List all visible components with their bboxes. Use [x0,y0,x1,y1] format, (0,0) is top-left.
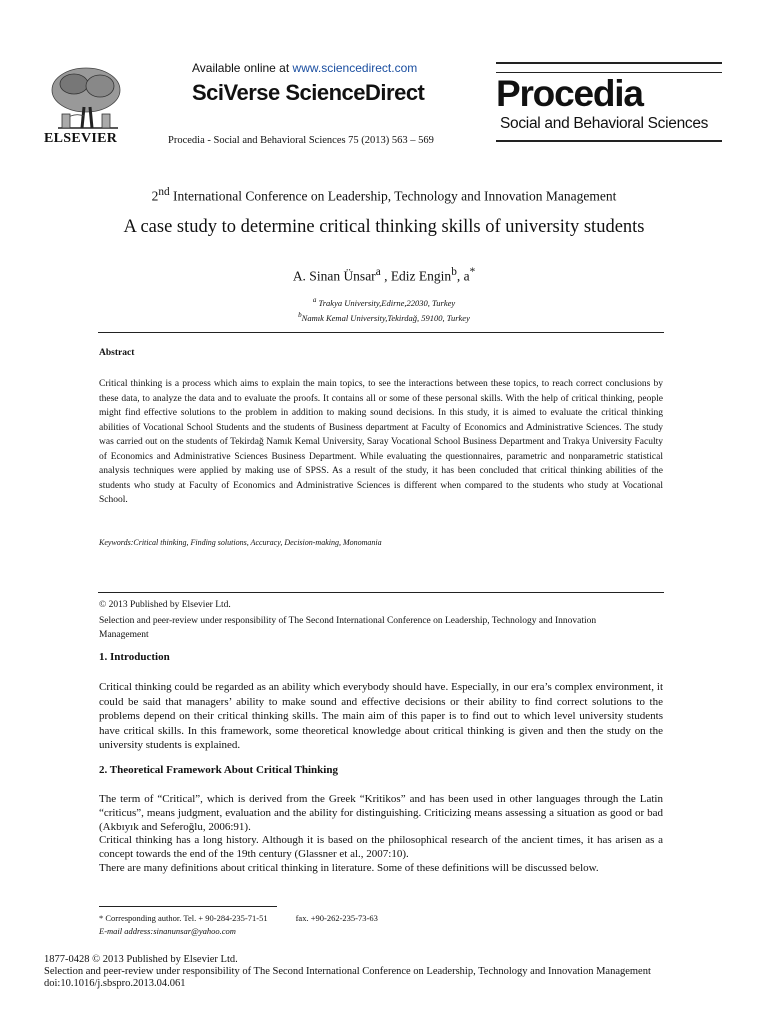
author-1: A. Sinan Ünsar [292,268,376,284]
page-footer [44,954,734,991]
theory-paragraph-3: There are many definitions about critical thinking in literature. Some of these definitions will be discussed below. [99,861,599,874]
availability-line [192,61,417,75]
introduction-paragraph: Critical thinking could be regarded as an ability which everybody should have. Especially, in our era’s complex environment, it could be said that managers’ ability to make sound and effective decisions or their ability to find correct solutions to the problems depend on their critical thinking skills. The main aim of this paper is to find out to which level university students have critical skills. In this framework, some theoretical knowledge about critical thinking is given and then the study on the university students is explained. [99,681,663,751]
affiliation-a-mark: a [312,296,317,304]
affiliation-a-text: Trakya University,Edirne,22030, Turkey [316,297,456,308]
brand-subtitle: Social and Behavioral Sciences [500,115,709,132]
brand-title: Procedia [496,73,643,114]
platform-name: SciVerse ScienceDirect [192,80,425,105]
sciencedirect-link[interactable]: www.sciencedirect.com [292,61,418,75]
conference-ordinal: 2 [151,188,159,204]
abstract-text: Critical thinking is a process which aims to explain the main topics, to see the interactions between these topics, to reach correct conclusions by these data, to analyze the data and to evaluate the proofs. It contains all or some of these personal skills. With the help of critical thinking, people might find effective solutions to the problem in addition to making sound decisions. In this study, it is aimed to evaluate the critical thinking abilities of Vocational School Students and the students of Business department at Faculty of Economics and Administrative Sciences. The study was carried out on the students of Tekirdağ Namık Kemal University, Saray Vocational School Business Department and Trakya University Faculty of Economics and Administrative Sciences Business Department. While evaluating the questionnaires, parametric and nonparametric statistical analysis techniques were applied by making use of SPSS. As a result of the study, it has been concluded that critical thinking abilities of the students who study at Faculty of Economics and Administrative Sciences is different when compared to the students who study at Vocational School. [99,379,663,505]
author-list [0,266,768,285]
affiliation-b-text: Namık Kemal University,Tekirdağ, 59100, Turkey [301,312,470,323]
keywords: Keywords:Critical thinking, Finding solutions, Accuracy, Decision-making, Monomania [99,538,382,547]
corresponding-phone: * Corresponding author. Tel. + 90-284-235-71-51 [99,913,268,923]
corresponding-mark: * [469,266,476,278]
theory-body [99,793,663,876]
author-2-affil: b [451,266,457,278]
corresponding-email[interactable]: E-mail address:sinanunsar@yahoo.com [99,926,236,936]
corresponding-fax: fax. +90-262-235-73-63 [295,913,378,923]
brand-bottom-rule [496,140,722,142]
footer-doi[interactable]: doi:10.1016/j.sbspro.2013.04.061 [44,978,186,990]
conference-ordinal-suffix: nd [158,186,170,198]
divider-bottom [98,592,664,593]
section-heading-introduction: 1. Introduction [99,651,170,663]
affiliations [0,294,768,324]
conference-title: International Conference on Leadership, Technology and Innovation Management [169,188,617,204]
section-heading-theory: 2. Theoretical Framework About Critical Thinking [99,764,338,776]
conference-name [0,186,768,205]
author-1-affil: a [375,266,381,278]
paper-title: A case study to determine critical thinking skills of university students [123,217,645,237]
affiliation-b [0,309,768,324]
author-3-affil-prefix: , a [456,268,470,284]
author-separator: , [380,268,391,284]
affiliation-b-mark: b [298,310,302,319]
footnote-rule [99,906,277,907]
copyright-line: © 2013 Published by Elsevier Ltd. [99,600,231,610]
footer-selection: Selection and peer-review under responsibility of The Second International Conference on Leadership, Technology and Innovation Management [44,966,651,978]
author-2: Ediz Engin [390,268,452,284]
publisher-name: ELSEVIER [44,131,118,146]
affiliation-a [0,294,768,309]
theory-paragraph-2: Critical thinking has a long history. Although it is based on the philosophical research of the ancient times, it has arisen as a concept towards the end of the 19th century (Glassner et al., 2007:10). [99,834,663,861]
corresponding-author-note [99,913,378,923]
peer-review-statement: Selection and peer-review under responsibility of The Second International Conference on Leadership, Technology and Innovation Management [99,616,597,640]
abstract-heading: Abstract [99,348,135,358]
theory-paragraph-1: The term of “Critical”, which is derived from the Greek “Kritikos” and has been used in other languages through the Latin “criticus”, means judgment, evaluation and the ability for distinguishing. Criticizing means assessing a situation as good or bad (Akbıyık and Seferoğlu, 2006:91). [99,793,663,833]
footer-issn: 1877-0428 © 2013 Published by Elsevier Ltd. [44,954,238,965]
journal-reference: Procedia - Social and Behavioral Sciences 75 (2013) 563 – 569 [168,135,434,146]
divider-top [98,332,664,333]
availability-prefix: Available online at [192,61,293,75]
